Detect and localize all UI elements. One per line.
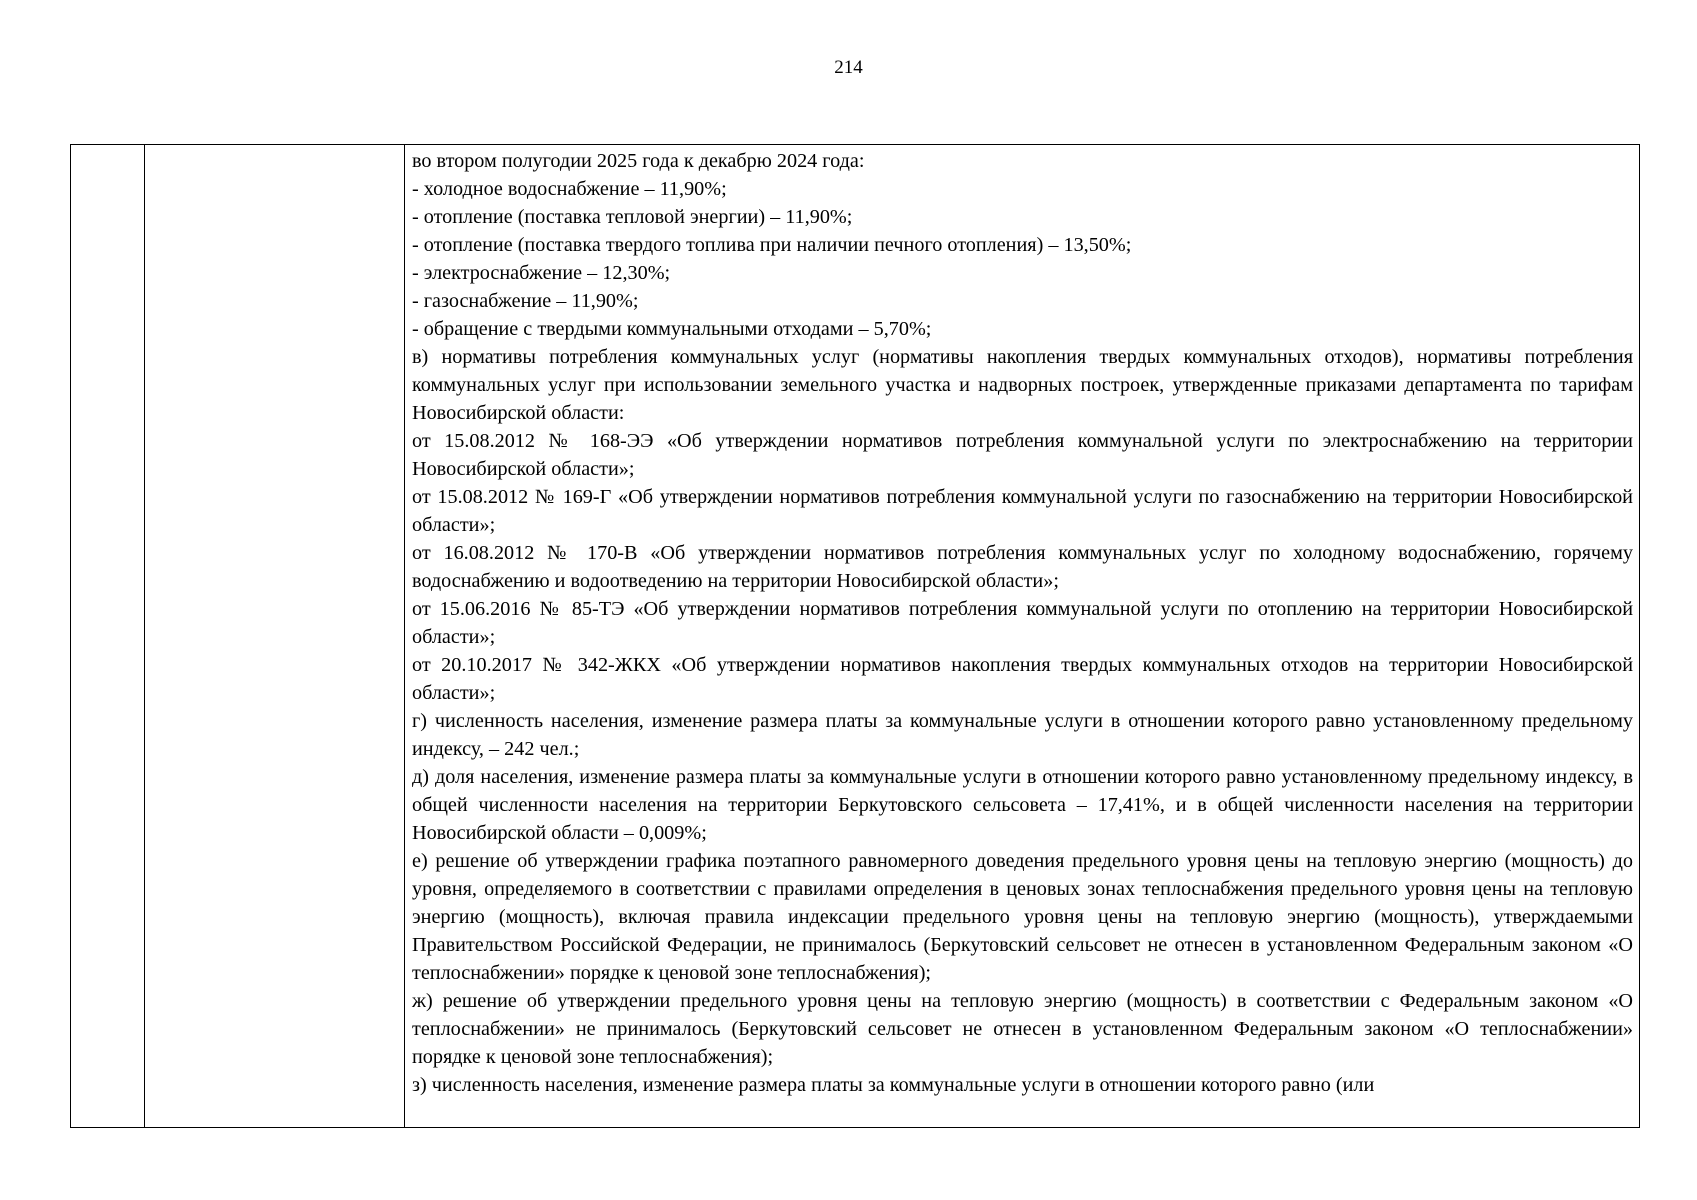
paragraph: от 16.08.2012 № 170-В «Об утверждении нормативов потребления коммунальных услуг по холодному водоснабжению, горячему водоснабжению и водоотведению на территории Новосибирской области»;: [412, 542, 1633, 592]
paragraph: з) численность населения, изменение размера платы за коммунальные услуги в отношении которого равно (или: [412, 1074, 1375, 1096]
page-number: 214: [834, 57, 863, 78]
paragraph: в) нормативы потребления коммунальных услуг (нормативы накопления твердых коммунальных отходов), нормативы потребления коммунальных услуг при использовании земельного участка и надворных построек, утвержденные приказами департамента по тарифам Новосибирской области:: [412, 346, 1633, 424]
paragraph: от 15.08.2012 № 168-ЭЭ «Об утверждении нормативов потребления коммунальной услуги по электроснабжению на территории Новосибирской области»;: [412, 430, 1633, 480]
paragraph: от 15.06.2016 № 85-ТЭ «Об утверждении нормативов потребления коммунальной услуги по отоплению на территории Новосибирской области»;: [412, 598, 1633, 648]
paragraph: - электроснабжение – 12,30%;: [412, 262, 671, 284]
paragraph: от 20.10.2017 № 342-ЖКХ «Об утверждении нормативов накопления твердых коммунальных отходов на территории Новосибирской области»;: [412, 654, 1633, 704]
paragraph: ж) решение об утверждении предельного уровня цены на тепловую энергию (мощность) в соответствии с Федеральным законом «О теплоснабжении» не принималось (Беркутовский сельсовет не отнесен в установленном Федеральным законом «О теплоснабжении» порядке к ценовой зоне теплоснабжения);: [412, 990, 1633, 1068]
paragraph: от 15.08.2012 № 169-Г «Об утверждении нормативов потребления коммунальной услуги по газоснабжению на территории Новосибирской области»;: [412, 486, 1633, 536]
paragraph: - отопление (поставка твердого топлива при наличии печного отопления) – 13,50%;: [412, 234, 1132, 256]
table-cell-content: [405, 145, 1640, 1128]
document-table: [70, 144, 1640, 1128]
table-row: [71, 145, 1640, 1128]
paragraph: е) решение об утверждении графика поэтапного равномерного доведения предельного уровня цены на тепловую энергию (мощность) до уровня, определяемого в соответствии с правилами определения в ценовых зонах теплоснабжения предельного уровня цены на тепловую энергию (мощность), включая правила индексации предельного уровня цены на тепловую энергию (мощность), утверждаемыми Правительством Российской Федерации, не принималось (Беркутовский сельсовет не отнесен в установленном Федеральным законом «О теплоснабжении» порядке к ценовой зоне теплоснабжения);: [412, 850, 1633, 984]
table-cell-number: [71, 145, 145, 1128]
paragraph: - холодное водоснабжение – 11,90%;: [412, 178, 727, 200]
paragraph: во втором полугодии 2025 года к декабрю 2024 года:: [412, 150, 865, 172]
paragraph: - обращение с твердыми коммунальными отходами – 5,70%;: [412, 318, 932, 340]
paragraph: г) численность населения, изменение размера платы за коммунальные услуги в отношении которого равно установленному предельному индексу, – 242 чел.;: [412, 710, 1633, 760]
paragraph: - газоснабжение – 11,90%;: [412, 290, 639, 312]
table-cell-title: [145, 145, 405, 1128]
paragraph: - отопление (поставка тепловой энергии) – 11,90%;: [412, 206, 853, 228]
paragraph: д) доля населения, изменение размера платы за коммунальные услуги в отношении которого равно установленному предельному индексу, в общей численности населения на территории Беркутовского сельсовета – 17,41%, и в общей численности населения на территории Новосибирской области – 0,009%;: [412, 766, 1633, 844]
content-text: [405, 145, 1639, 1127]
